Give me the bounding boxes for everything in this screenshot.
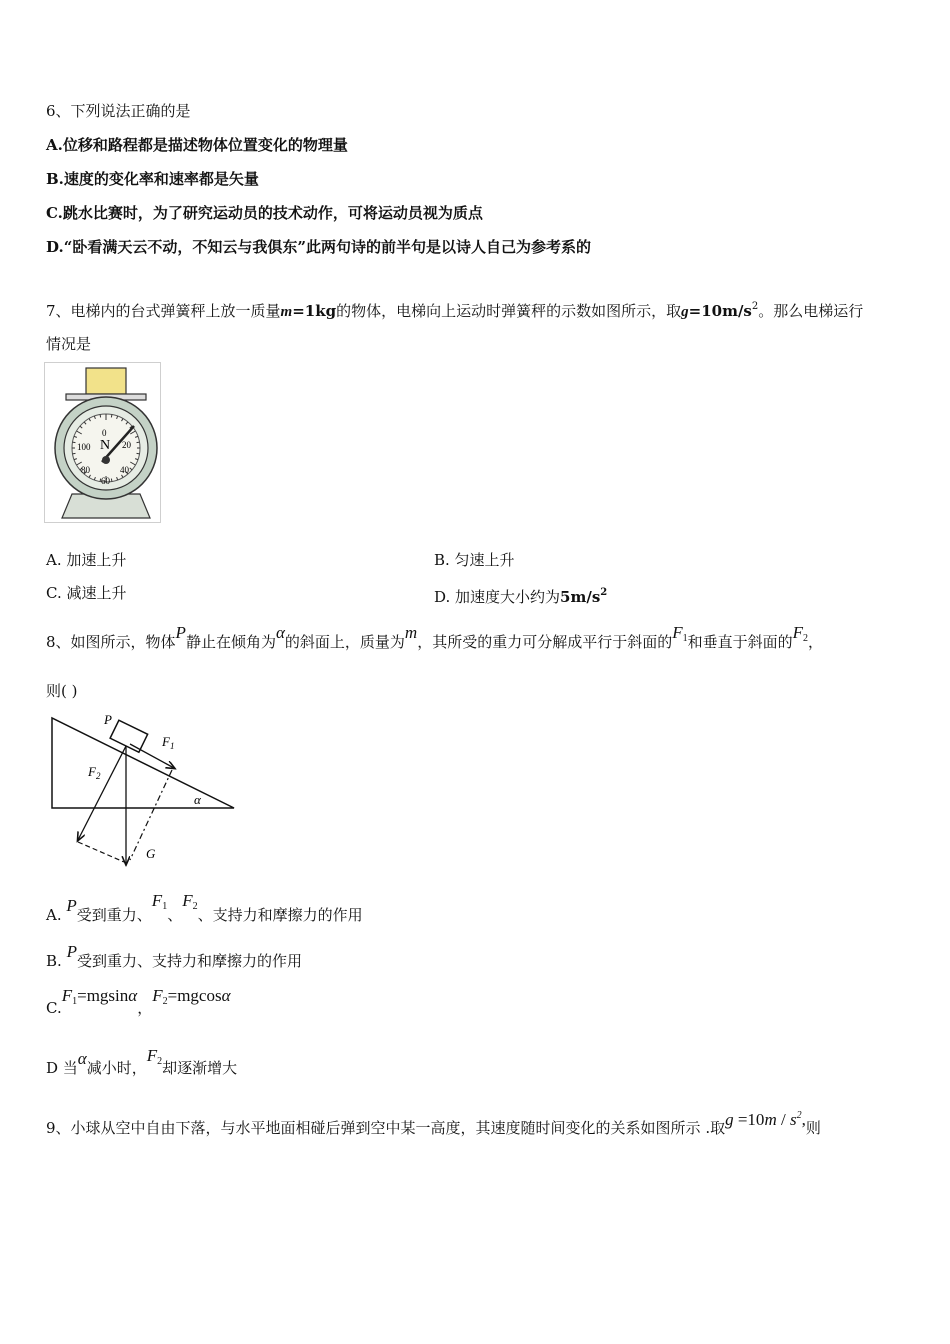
q7-stem: 7、电梯内的台式弹簧秤上放一质量m=1kg的物体，电梯向上运动时弹簧秤的示数如图所示，取$g=10m/s^2$。那么电梯运行 [46, 301, 864, 320]
dial-tick [73, 453, 76, 454]
q8-stem: 8、如图所示，物体P静止在倾角为α的斜面上，质量为m，其所受的重力可分解成平行于斜面的$F_1$和垂直于斜面的$F_2$， [46, 623, 824, 651]
q6-stem: 6、下列说法正确的是 [46, 102, 191, 120]
dial-tick [137, 453, 140, 454]
q7-stem-line2: 情况是 [46, 335, 92, 353]
q6-option-b: B.速度的变化率和速率都是矢量 [46, 170, 259, 188]
dial-label-40: 40 [120, 465, 129, 475]
dial-label-0: 0 [102, 428, 107, 438]
dial-tick [73, 442, 76, 443]
q8-option-a: A. P受到重力、$F_1$、$F_2$、支持力和摩擦力的作用 [46, 891, 363, 924]
q8-option-b: B. P受到重力、支持力和摩擦力的作用 [46, 942, 302, 970]
label-p: P [104, 712, 112, 727]
dial-tick [111, 415, 112, 418]
q7-option-a: A. 加速上升 [46, 551, 127, 569]
dial-tick [111, 479, 112, 482]
dial-label-80: 80 [81, 465, 90, 475]
q7-option-d: D. 加速度大小约为$5m/s^2$ [434, 587, 608, 606]
q6-option-a: A.位移和路程都是描述物体位置变化的物理量 [46, 136, 348, 154]
q8-option-c: $C.F_1=mgsin\alpha$，$F_2=mgcos\alpha$ [46, 986, 231, 1017]
dial-tick [100, 415, 101, 418]
q6-option-c: C.跳水比赛时，为了研究运动员的技术动作，可将运动员视为质点 [46, 204, 483, 222]
q7-option-c: C. 减速上升 [46, 584, 127, 602]
dial-label-20: 20 [122, 440, 131, 450]
q6-option-d: D.“卧看满天云不动，不知云与我俱东”此两句诗的前半句是以诗人自己为参考系的 [46, 238, 591, 256]
dial-label-60: 60 [101, 476, 110, 486]
q8-stem-line2: 则( ) [46, 682, 78, 700]
weight-block [86, 368, 126, 394]
q7-option-b: B. 匀速上升 [434, 551, 515, 569]
force-f2-arrow [78, 746, 126, 840]
label-g: G [146, 846, 156, 861]
dial-unit-n: N [100, 438, 111, 453]
spring-scale-figure [44, 362, 162, 524]
incline-figure [44, 708, 240, 868]
q9-stem: 9、小球从空中自由下落，与水平地面相碰后弹到空中某一高度，其速度随时间变化的关系如图所示 .取$g =10m / s^2$,则 [46, 1110, 821, 1137]
dial-label-100: 100 [77, 442, 91, 452]
dial-tick [137, 442, 140, 443]
label-f1: $F_1$ [162, 734, 175, 751]
block-p [110, 720, 148, 752]
label-f2: $F_2$ [88, 764, 101, 781]
label-alpha: α [194, 792, 201, 807]
q8-option-d: D 当α减小时，$F_2$却逐渐增大 [46, 1046, 238, 1077]
